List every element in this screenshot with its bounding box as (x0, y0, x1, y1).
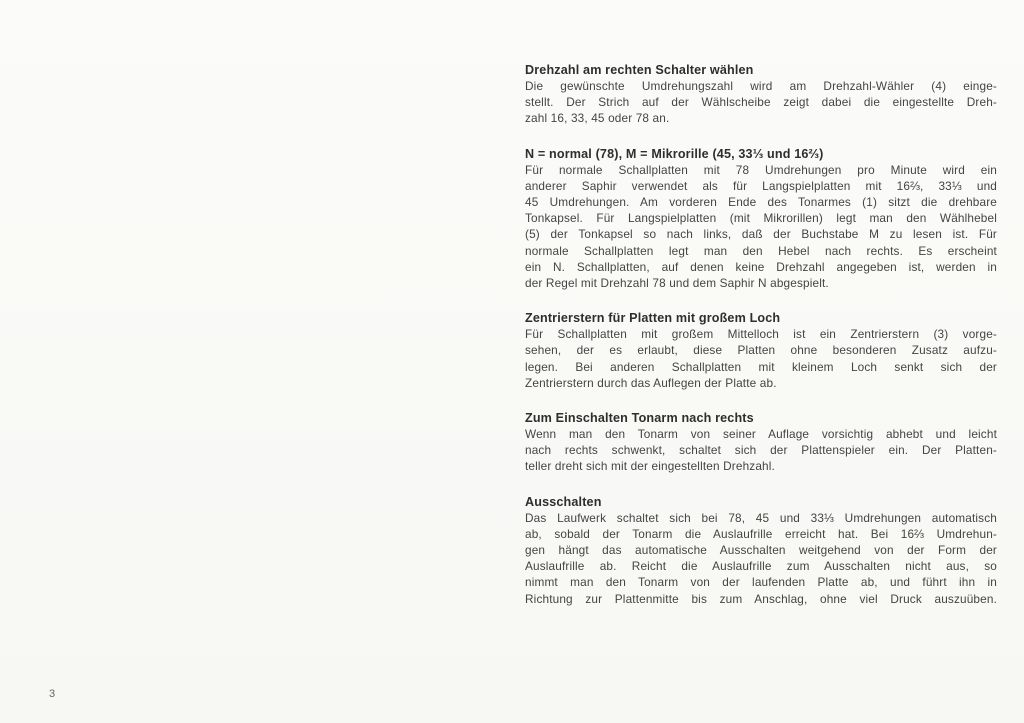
body-line: nimmt man den Tonarm von der laufenden Platte ab, und führt ihn in (525, 575, 997, 590)
body-line: ab, sobald der Tonarm die Auslaufrille erreicht hat. Bei 16⅔ Umdrehun- (525, 526, 997, 541)
body-line: Das Laufwerk schaltet sich bei 78, 45 und 33⅓ Umdrehungen automatisch (525, 510, 997, 525)
body-line: Für Schallplatten mit großem Mittelloch ist ein Zentrierstern (3) vorge- (525, 327, 997, 342)
body-line: normale Schallplatten legt man den Hebel nach rechts. Es erscheint (525, 243, 997, 258)
section-heading: Zum Einschalten Tonarm nach rechts (525, 411, 754, 426)
section-speed-selector (525, 62, 997, 127)
section-switch-off (525, 494, 997, 607)
body-line: legen. Bei anderen Schallplatten mit kleinem Loch senkt sich der (525, 359, 997, 374)
body-line: sehen, der es erlaubt, diese Platten ohne besonderen Zusatz aufzu- (525, 343, 997, 358)
body-line: zahl 16, 33, 45 oder 78 an. (525, 111, 670, 126)
body-line: anderer Saphir verwendet als für Langspielplatten mit 16⅔, 33⅓ und (525, 178, 997, 193)
instruction-text-column (525, 62, 997, 626)
body-line: teller dreht sich mit der eingestellten Drehzahl. (525, 459, 775, 474)
section-switch-on (525, 410, 997, 475)
page-number: 3 (49, 688, 56, 700)
body-line: (5) der Tonkapsel so nach links, daß der Buchstabe M zu lesen ist. Für (525, 227, 997, 242)
body-line: Die gewünschte Umdrehungszahl wird am Drehzahl-Wähler (4) einge- (525, 79, 997, 93)
body-line: ein N. Schallplatten, auf denen keine Drehzahl angegeben ist, werden in (525, 259, 997, 274)
body-line: Für normale Schallplatten mit 78 Umdrehungen pro Minute wird ein (525, 162, 997, 177)
section-heading: Zentrierstern für Platten mit großem Loch (525, 311, 781, 326)
section-heading: Ausschalten (525, 494, 602, 509)
section-centering-star (525, 310, 997, 391)
body-line: gen hängt das automatische Ausschalten weitgehend von der Form der (525, 543, 997, 558)
section-heading: N = normal (78), M = Mikrorille (45, 33⅓ und 16⅔) (525, 146, 824, 161)
section-heading: Drehzahl am rechten Schalter wählen (525, 63, 754, 77)
body-line: Zentrierstern durch das Auflegen der Platte ab. (525, 375, 777, 390)
body-line: 45 Umdrehungen. Am vorderen Ende des Tonarmes (1) sitzt die drehbare (525, 195, 997, 210)
body-line: Richtung zur Plattenmitte bis zum Anschlag, ohne viel Druck auszuüben. (525, 591, 997, 606)
body-line: nach rechts schwenkt, schaltet sich der Plattenspieler ein. Der Platten- (525, 443, 997, 458)
body-line: Tonkapsel. Für Langspielplatten (mit Mikrorillen) legt man den Wählhebel (525, 211, 997, 226)
section-stylus-selection (525, 146, 997, 292)
body-line: Wenn man den Tonarm von seiner Auflage vorsichtig abhebt und leicht (525, 427, 997, 442)
body-line: stellt. Der Strich auf der Wählscheibe zeigt dabei die eingestellte Dreh- (525, 95, 997, 110)
body-line: der Regel mit Drehzahl 78 und dem Saphir N abgespielt. (525, 276, 829, 291)
body-line: Auslaufrille ab. Reicht die Auslaufrille zum Ausschalten nicht aus, so (525, 559, 997, 574)
